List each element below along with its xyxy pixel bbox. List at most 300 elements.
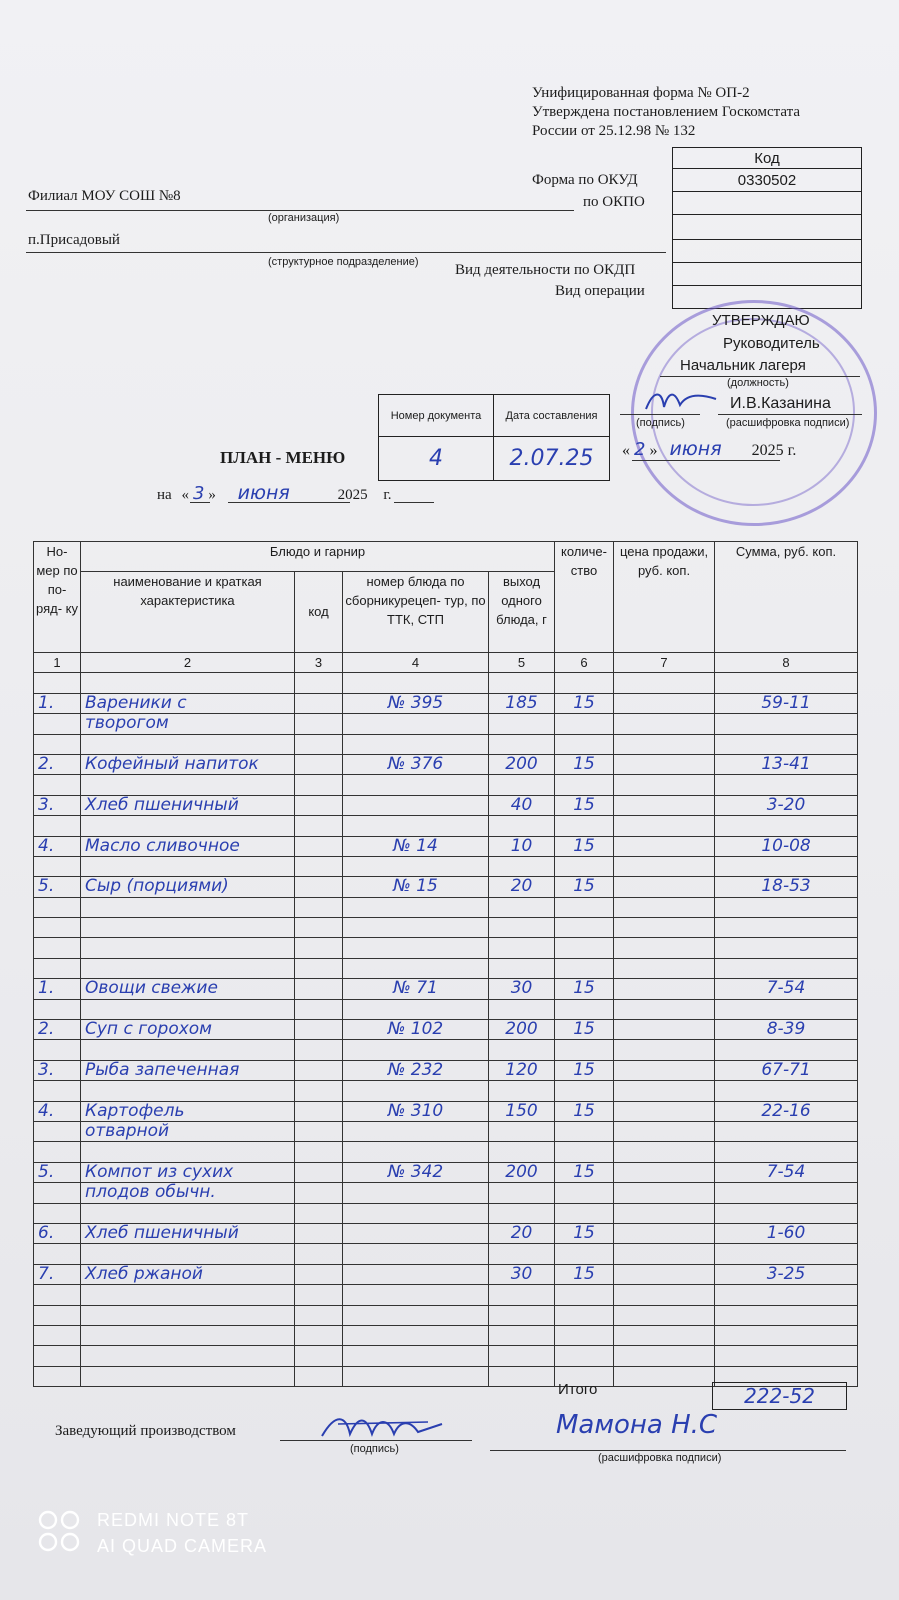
cell-price (614, 1040, 715, 1060)
cell-name (81, 1285, 295, 1305)
cell-price (614, 1264, 715, 1284)
cell-qty: 15 (555, 877, 614, 897)
cell-price (614, 1162, 715, 1182)
cell-qty (555, 1325, 614, 1345)
cell-price (614, 673, 715, 693)
cell-qty (555, 938, 614, 958)
cell-price (614, 1285, 715, 1305)
approval-month: июня (669, 438, 722, 460)
cell-qty (555, 734, 614, 754)
cell-no (34, 1285, 81, 1305)
col-number: 2 (81, 653, 295, 673)
cell-qty (555, 1244, 614, 1264)
cell-qty: 15 (555, 1020, 614, 1040)
cell-name: Компот из сухих (81, 1162, 295, 1182)
cell-code (295, 1285, 343, 1305)
cell-code (295, 1325, 343, 1345)
cell-qty (555, 1285, 614, 1305)
cell-output (489, 1121, 555, 1141)
cell-code (295, 795, 343, 815)
operation-label: Вид операции (555, 283, 645, 299)
cell-recipe (343, 1366, 489, 1386)
cell-output (489, 1285, 555, 1305)
cell-output (489, 734, 555, 754)
cell-price (614, 1142, 715, 1162)
cell-no (34, 1346, 81, 1366)
manager-signature (318, 1408, 448, 1442)
cell-name (81, 1325, 295, 1345)
table-row (34, 856, 858, 876)
cell-code (295, 1162, 343, 1182)
cell-output: 200 (489, 1162, 555, 1182)
table-row (34, 1020, 858, 1040)
table-row (34, 795, 858, 815)
cell-output: 150 (489, 1101, 555, 1121)
cell-sum (715, 1244, 858, 1264)
cell-output (489, 856, 555, 876)
cell-name (81, 1305, 295, 1325)
cell-no (34, 897, 81, 917)
cell-name: Масло сливочное (81, 836, 295, 856)
cell-sum: 22-16 (715, 1101, 858, 1121)
footer-name-underline (490, 1450, 846, 1451)
cell-name (81, 1346, 295, 1366)
table-row (34, 1040, 858, 1060)
doc-date-value: 2.07.25 (494, 437, 610, 481)
watermark-line1: REDMI NOTE 8T (97, 1510, 250, 1530)
table-row (34, 1121, 858, 1141)
form-header-line2: Утверждена постановлением Госкомстата (532, 104, 801, 120)
plan-year-underline (394, 502, 434, 503)
cell-no: 3. (34, 795, 81, 815)
table-row (34, 999, 858, 1019)
header-qty: количе- ство (555, 542, 614, 653)
blank-code-2 (673, 240, 862, 263)
cell-recipe (343, 1305, 489, 1325)
cell-output: 10 (489, 836, 555, 856)
cell-code (295, 836, 343, 856)
cell-code (295, 856, 343, 876)
cell-price (614, 795, 715, 815)
header-no: Но- мер по по- ряд- ку (34, 542, 81, 653)
cell-name: Хлеб пшеничный (81, 795, 295, 815)
plan-month-underline (228, 502, 350, 503)
cell-no (34, 1244, 81, 1264)
cell-code (295, 734, 343, 754)
cell-price (614, 1081, 715, 1101)
organization-caption: (организация) (268, 212, 340, 224)
approval-day: 2 (634, 439, 646, 460)
cell-sum: 1-60 (715, 1223, 858, 1243)
footer-role: Заведующий производством (55, 1423, 236, 1439)
cell-sum (715, 1203, 858, 1223)
table-row (34, 673, 858, 693)
table-row (34, 775, 858, 795)
cell-output: 200 (489, 754, 555, 774)
plan-title: ПЛАН - МЕНЮ (220, 448, 346, 467)
cell-name (81, 673, 295, 693)
cell-price (614, 693, 715, 713)
cell-qty (555, 856, 614, 876)
header-code: код (295, 571, 343, 653)
cell-name: Овощи свежие (81, 979, 295, 999)
table-row (34, 1325, 858, 1345)
cell-sum (715, 1305, 858, 1325)
cell-recipe (343, 1325, 489, 1345)
cell-name: Хлеб пшеничный (81, 1223, 295, 1243)
cell-recipe (343, 1346, 489, 1366)
cell-recipe (343, 856, 489, 876)
cell-price (614, 999, 715, 1019)
cell-code (295, 1040, 343, 1060)
cell-code (295, 1264, 343, 1284)
cell-code (295, 1101, 343, 1121)
cell-code (295, 693, 343, 713)
column-number-row (34, 653, 858, 673)
cell-name (81, 816, 295, 836)
cell-recipe (343, 897, 489, 917)
cell-no (34, 1121, 81, 1141)
cell-code (295, 1223, 343, 1243)
cell-qty: 15 (555, 795, 614, 815)
cell-name (81, 958, 295, 978)
footer-name-caption: (расшифровка подписи) (598, 1452, 722, 1464)
cell-name: Рыба запеченная (81, 1060, 295, 1080)
cell-no: 4. (34, 1101, 81, 1121)
cell-sum: 7-54 (715, 979, 858, 999)
cell-output: 30 (489, 979, 555, 999)
cell-qty: 15 (555, 1264, 614, 1284)
cell-code (295, 1203, 343, 1223)
approval-date: « 2 » июня 2025 г. (622, 438, 797, 460)
cell-code (295, 938, 343, 958)
table-row (34, 816, 858, 836)
cell-sum (715, 856, 858, 876)
cell-code (295, 1346, 343, 1366)
table-row (34, 979, 858, 999)
cell-code (295, 673, 343, 693)
cell-qty (555, 918, 614, 938)
position-caption: (должность) (727, 377, 789, 389)
cell-name: Кофейный напиток (81, 754, 295, 774)
kod-header: Код (673, 148, 862, 169)
cell-price (614, 1346, 715, 1366)
cell-name (81, 938, 295, 958)
col-number: 8 (715, 653, 858, 673)
table-row (34, 1305, 858, 1325)
cell-qty: 15 (555, 1162, 614, 1182)
header-dish-group: Блюдо и гарнир (81, 542, 555, 572)
cell-code (295, 1060, 343, 1080)
cell-no (34, 999, 81, 1019)
doc-number-header: Номер документа (379, 395, 494, 437)
cell-output (489, 1305, 555, 1325)
cell-qty: 15 (555, 1060, 614, 1080)
cell-price (614, 1101, 715, 1121)
approval-year-suffix: г. (787, 442, 797, 459)
cell-recipe (343, 1285, 489, 1305)
cell-price (614, 1183, 715, 1203)
document-box (378, 394, 610, 481)
cell-no (34, 1081, 81, 1101)
table-row (34, 1060, 858, 1080)
cell-name: Суп с горохом (81, 1020, 295, 1040)
doc-number-value: 4 (379, 437, 494, 481)
cell-no (34, 775, 81, 795)
cell-qty (555, 958, 614, 978)
table-row (34, 918, 858, 938)
cell-recipe (343, 938, 489, 958)
cell-no (34, 734, 81, 754)
plan-year: 2025 (337, 487, 368, 503)
form-header-line1: Унифицированная форма № ОП-2 (532, 85, 750, 101)
watermark-line2: AI QUAD CAMERA (97, 1536, 268, 1556)
cell-price (614, 856, 715, 876)
cell-output: 200 (489, 1020, 555, 1040)
table-row (34, 1223, 858, 1243)
cell-output (489, 1203, 555, 1223)
okpo-label: по ОКПО (583, 194, 645, 210)
cell-output: 185 (489, 693, 555, 713)
cell-recipe: № 310 (343, 1101, 489, 1121)
cell-code (295, 918, 343, 938)
cell-no: 5. (34, 877, 81, 897)
cell-sum (715, 958, 858, 978)
cell-output (489, 1081, 555, 1101)
doc-date-header: Дата составления (494, 395, 610, 437)
table-row (34, 754, 858, 774)
cell-recipe (343, 1040, 489, 1060)
signature-underline (620, 414, 700, 415)
cell-price (614, 979, 715, 999)
cell-no: 1. (34, 979, 81, 999)
cell-price (614, 714, 715, 734)
cell-sum: 3-20 (715, 795, 858, 815)
cell-code (295, 1305, 343, 1325)
cell-sum: 3-25 (715, 1264, 858, 1284)
cell-recipe (343, 1183, 489, 1203)
footer-signature-underline (280, 1440, 472, 1441)
cell-sum (715, 1325, 858, 1345)
cell-price (614, 938, 715, 958)
cell-no: 3. (34, 1060, 81, 1080)
table-row (34, 693, 858, 713)
cell-no: 2. (34, 1020, 81, 1040)
cell-no: 4. (34, 836, 81, 856)
plan-day: 3 (192, 483, 205, 504)
okpo-value (673, 192, 862, 215)
cell-qty: 15 (555, 1101, 614, 1121)
cell-output (489, 999, 555, 1019)
cell-code (295, 1142, 343, 1162)
cell-recipe: № 395 (343, 693, 489, 713)
cell-qty: 15 (555, 836, 614, 856)
cell-sum (715, 1285, 858, 1305)
cell-output: 20 (489, 877, 555, 897)
cell-sum (715, 1081, 858, 1101)
cell-qty (555, 1183, 614, 1203)
cell-name (81, 918, 295, 938)
col-number: 6 (555, 653, 614, 673)
col-number: 7 (614, 653, 715, 673)
cell-sum (715, 938, 858, 958)
blank-code-1 (673, 215, 862, 240)
cell-code (295, 754, 343, 774)
cell-price (614, 1121, 715, 1141)
cell-no (34, 1183, 81, 1203)
cell-sum: 10-08 (715, 836, 858, 856)
cell-qty: 15 (555, 979, 614, 999)
table-row (34, 938, 858, 958)
col-number: 5 (489, 653, 555, 673)
approval-role: Руководитель (723, 335, 820, 352)
cell-sum (715, 897, 858, 917)
cell-output (489, 938, 555, 958)
plan-on-label: на (157, 487, 172, 503)
cell-qty (555, 1305, 614, 1325)
okdp-label: Вид деятельности по ОКДП (455, 262, 636, 278)
cell-recipe (343, 918, 489, 938)
cell-price (614, 1060, 715, 1080)
organization-name: Филиал МОУ СОШ №8 (28, 188, 181, 204)
cell-qty (555, 999, 614, 1019)
cell-recipe (343, 714, 489, 734)
cell-code (295, 775, 343, 795)
cell-recipe (343, 1081, 489, 1101)
cell-output: 120 (489, 1060, 555, 1080)
cell-name (81, 897, 295, 917)
cell-recipe: № 102 (343, 1020, 489, 1040)
cell-code (295, 1020, 343, 1040)
cell-sum (715, 1040, 858, 1060)
cell-sum: 18-53 (715, 877, 858, 897)
cell-price (614, 816, 715, 836)
cell-code (295, 1183, 343, 1203)
cell-qty: 15 (555, 1223, 614, 1243)
cell-no (34, 1305, 81, 1325)
cell-output (489, 1244, 555, 1264)
cell-output (489, 1325, 555, 1345)
cell-recipe: № 342 (343, 1162, 489, 1182)
plan-date: на « 3 » июня 2025 г. (157, 482, 392, 504)
header-recipe: номер блюда по сборникурецеп- тур, по ТТК, СТП (343, 571, 489, 653)
cell-sum (715, 999, 858, 1019)
cell-name: Картофель (81, 1101, 295, 1121)
approval-year: 2025 (751, 442, 784, 459)
cell-output (489, 1346, 555, 1366)
cell-price (614, 958, 715, 978)
header-price: цена продажи, руб. коп. (614, 542, 715, 653)
table-row (34, 1346, 858, 1366)
cell-sum (715, 673, 858, 693)
cell-name (81, 1203, 295, 1223)
menu-body (34, 673, 858, 1387)
cell-code (295, 979, 343, 999)
cell-sum (715, 775, 858, 795)
cell-recipe: № 71 (343, 979, 489, 999)
cell-output (489, 958, 555, 978)
approval-position: Начальник лагеря (680, 357, 806, 374)
total-label: Итого (558, 1381, 598, 1398)
form-header-line3: России от 25.12.98 № 132 (532, 123, 696, 139)
cell-recipe (343, 999, 489, 1019)
subdivision-caption: (структурное подразделение) (268, 256, 419, 268)
cell-no (34, 714, 81, 734)
organization-underline (26, 210, 574, 211)
table-row (34, 734, 858, 754)
cell-code (295, 1081, 343, 1101)
cell-output (489, 1040, 555, 1060)
cell-price (614, 734, 715, 754)
cell-recipe: № 232 (343, 1060, 489, 1080)
cell-sum (715, 1183, 858, 1203)
codes-table (672, 147, 862, 309)
cell-no (34, 816, 81, 836)
cell-qty (555, 1121, 614, 1141)
table-row (34, 1285, 858, 1305)
cell-name (81, 999, 295, 1019)
cell-price (614, 775, 715, 795)
okdp-value (673, 263, 862, 286)
cell-code (295, 1366, 343, 1386)
cell-qty: 15 (555, 754, 614, 774)
cell-price (614, 1366, 715, 1386)
cell-recipe (343, 1264, 489, 1284)
okud-label: Форма по ОКУД (532, 172, 638, 188)
name-caption: (расшифровка подписи) (726, 417, 850, 429)
table-row (34, 1162, 858, 1182)
camera-logo-icon (38, 1508, 82, 1554)
cell-output: 20 (489, 1223, 555, 1243)
cell-price (614, 877, 715, 897)
cell-no (34, 856, 81, 876)
subdivision-underline (26, 252, 666, 253)
cell-sum: 8-39 (715, 1020, 858, 1040)
cell-qty: 15 (555, 693, 614, 713)
cell-output (489, 1142, 555, 1162)
cell-code (295, 1121, 343, 1141)
cell-recipe: № 14 (343, 836, 489, 856)
signature-caption: (подпись) (636, 417, 685, 429)
cell-price (614, 1244, 715, 1264)
footer-signature-caption: (подпись) (350, 1443, 399, 1455)
cell-sum (715, 714, 858, 734)
plan-day-underline (190, 502, 210, 503)
cell-recipe (343, 958, 489, 978)
header-name: наименование и краткая характеристика (81, 571, 295, 653)
cell-recipe (343, 734, 489, 754)
cell-output (489, 918, 555, 938)
cell-recipe: № 376 (343, 754, 489, 774)
cell-name: отварной (81, 1121, 295, 1141)
cell-sum (715, 1121, 858, 1141)
cell-qty (555, 1142, 614, 1162)
cell-price (614, 918, 715, 938)
table-row (34, 897, 858, 917)
cell-price (614, 1305, 715, 1325)
cell-name (81, 1142, 295, 1162)
cell-recipe (343, 795, 489, 815)
form-header (532, 84, 800, 141)
table-row (34, 1081, 858, 1101)
col-number: 3 (295, 653, 343, 673)
cell-qty (555, 1081, 614, 1101)
cell-name: творогом (81, 714, 295, 734)
table-row (34, 836, 858, 856)
cell-output (489, 897, 555, 917)
cell-price (614, 1325, 715, 1345)
cell-sum: 59-11 (715, 693, 858, 713)
